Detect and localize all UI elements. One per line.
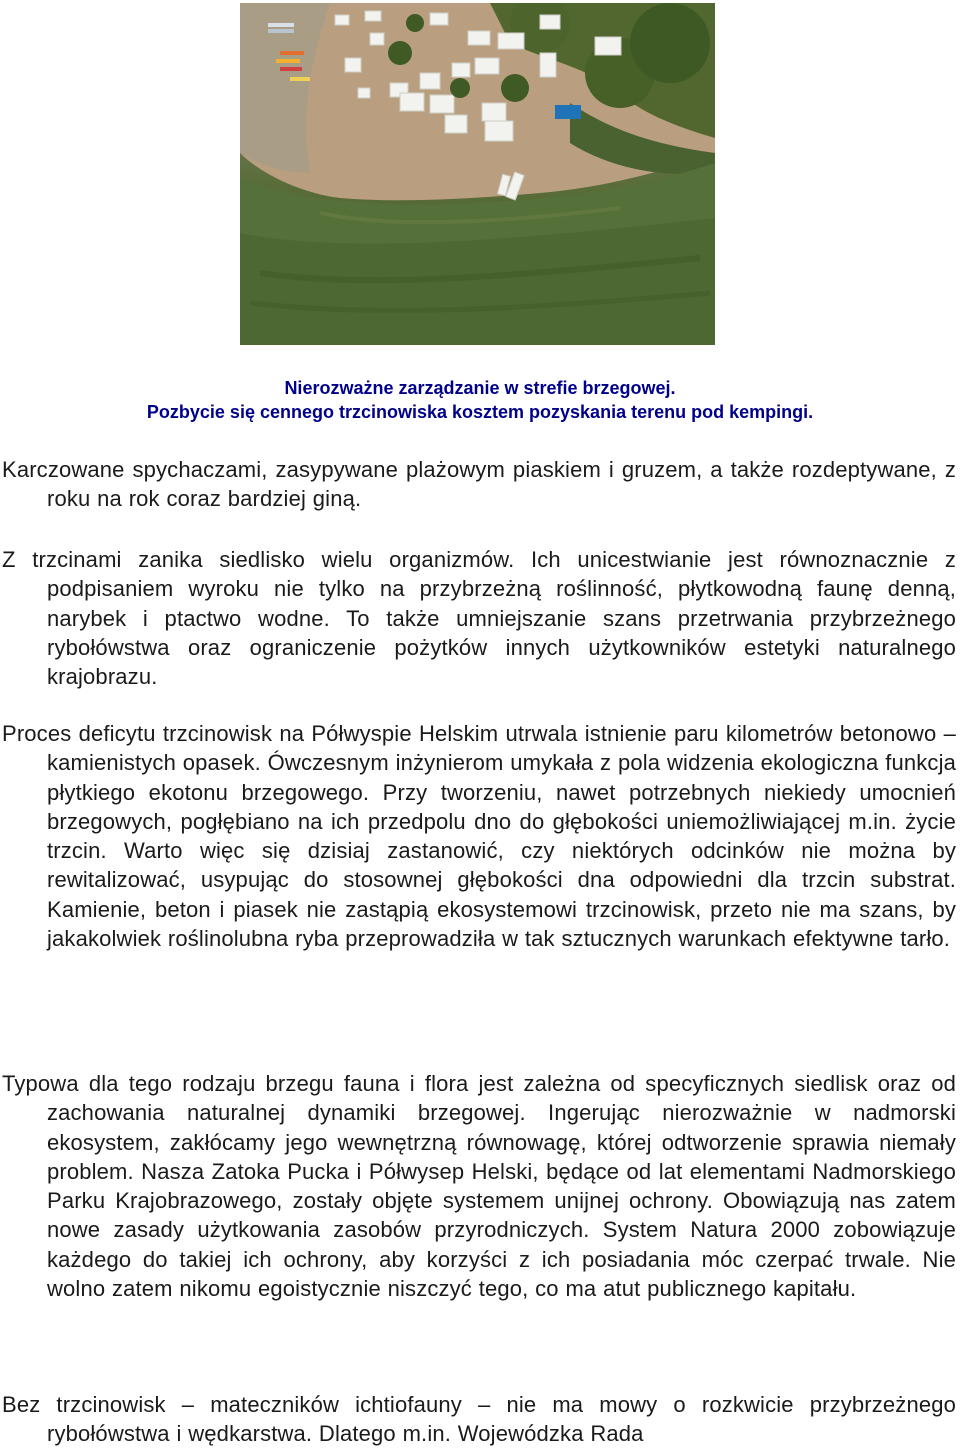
paragraph-2-text: Z trzcinami zanika siedlisko wielu organizmów. Ich unicestwianie jest równoznacznie z podpisaniem wyroku nie tylko na przybrzeżną roślinność, płytkowodną faunę denną, narybek i ptactwo wodne. To także umniejszanie szans przetrwania przybrzeżnego rybołówstwa oraz ograniczenie pożytków innych użytkowników estetyki naturalnego krajobrazu.: [2, 547, 956, 690]
paragraph-1-text: Karczowane spychaczami, zasypywane plażowym piaskiem i gruzem, a także rozdeptywane, z roku na rok coraz bardziej giną.: [2, 457, 956, 512]
paragraph-4-text: Typowa dla tego rodzaju brzegu fauna i flora jest zależna od specyficznych siedlisk oraz od zachowania naturalnej dynamiki brzegowej. Ingerując nierozważnie w nadmorski ekosystem, zakłócamy jego wewnętrzną równowagę, której odtworzenie sprawia niemały problem. Nasza Zatoka Pucka i Półwysep Helski, będące od lat elementami Nadmorskiego Parku Krajobrazowego, zostały objęte systemem unijnej ochrony. Obowiązują nas zatem nowe zasady użytkowania zasobów przyrodniczych. System Natura 2000 zobowiązuje każdego do takiej ich ochrony, aby korzyści z ich posiadania móc czerpać trwale. Nie wolno zatem nikomu egoistycznie niszczyć tego, co ma atut publicznego kapitału.: [2, 1071, 956, 1302]
paragraph-3-text: Proces deficytu trzcinowisk na Półwyspie Helskim utrwala istnienie paru kilometrów betonowo – kamienistych opasek. Ówczesnym inżynierom umykała z pola widzenia ekologiczna funkcja płytkiego ekotonu brzegowego. Przy tworzeniu, nawet potrzebnych niekiedy umocnień brzegowych, pogłębiano na ich przedpolu dno do głębokości uniemożliwiającej m.in. życie trzcin. Warto więc się dzisiaj zastanowić, czy niektórych odcinków nie można by rewitalizować, usypując do stosownej głębokości dna odpowiedni dla trzcin substrat. Kamienie, beton i piasek nie zastąpią ekosystemowi trzcinowisk, przeto nie ma szans, by jakakolwiek roślinolubna ryba przeprowadziła w tak sztucznych warunkach efektywne tarło.: [2, 721, 956, 952]
photo-caption-line-1: Nierozważne zarządzanie w strefie brzegowej.: [284, 378, 676, 398]
paragraph-5: [2, 1390, 956, 1449]
paragraph-1: [2, 455, 956, 514]
photo-caption-line-2: Pozbycie się cennego trzcinowiska kosztem pozyskania terenu pod kempingi.: [146, 402, 814, 422]
paragraph-3: [2, 719, 956, 953]
paragraph-2: [2, 545, 956, 691]
aerial-photo-icon: [240, 3, 715, 345]
aerial-photo: [240, 3, 715, 345]
paragraph-4: [2, 1069, 956, 1303]
paragraph-5-text: Bez trzcinowisk – mateczników ichtiofauny – nie ma mowy o rozkwicie przybrzeżnego rybołówstwa i wędkarstwa. Dlatego m.in. Wojewódzka Rada: [2, 1392, 956, 1447]
